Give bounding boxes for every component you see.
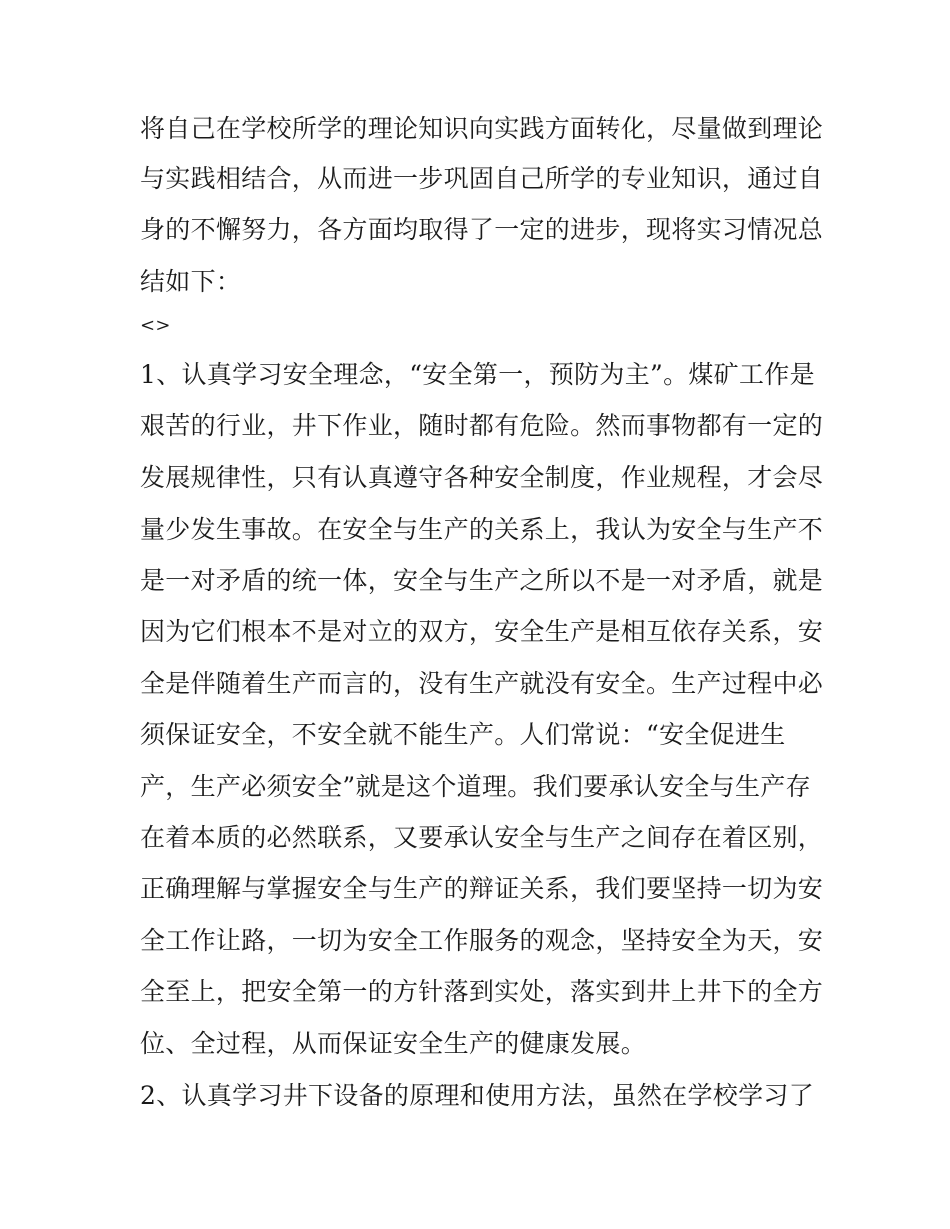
- text-line: 正确理解与掌握安全与生产的辩证关系，我们要坚持一切为安: [140, 874, 824, 903]
- text-line: 量少发生事故。在安全与生产的关系上，我认为安全与生产不: [140, 515, 824, 544]
- placeholder-marker: <>: [140, 315, 171, 336]
- text-line: 身的不懈努力，各方面均取得了一定的进步，现将实习情况总: [140, 215, 824, 244]
- text-line: 与实践相结合，从而进一步巩固自己所学的专业知识，通过自: [140, 164, 824, 193]
- text-line: 艰苦的行业，井下作业，随时都有危险。然而事物都有一定的: [140, 411, 824, 440]
- text-line: 位、全过程，从而保证安全生产的健康发展。: [140, 1029, 647, 1058]
- text-line: 全是伴随着生产而言的，没有生产就没有安全。生产过程中必: [140, 669, 824, 698]
- text-line: 全工作让路，一切为安全工作服务的观念，坚持安全为天，安: [140, 926, 824, 955]
- text-line: 产，生产必须安全”就是这个道理。我们要承认安全与生产存: [140, 772, 811, 801]
- text-line: 须保证安全，不安全就不能生产。人们常说：“安全促进生: [140, 720, 786, 749]
- text-line: 发展规律性，只有认真遵守各种安全制度，作业规程，才会尽: [140, 463, 824, 492]
- text-line: 2、认真学习井下设备的原理和使用方法，虽然在学校学习了: [140, 1081, 815, 1110]
- text-line: 将自己在学校所学的理论知识向实践方面转化，尽量做到理论: [140, 114, 824, 143]
- text-line: 是一对矛盾的统一体，安全与生产之所以不是一对矛盾，就是: [140, 566, 824, 595]
- text-line: 结如下：: [140, 267, 242, 296]
- text-line: 在着本质的必然联系，又要承认安全与生产之间存在着区别，: [140, 823, 824, 852]
- text-line: 全至上，把安全第一的方针落到实处，落实到井上井下的全方: [140, 977, 824, 1006]
- text-line: 1、认真学习安全理念，“安全第一，预防为主”。煤矿工作是: [140, 360, 815, 389]
- text-line: 因为它们根本不是对立的双方，安全生产是相互依存关系，安: [140, 617, 824, 646]
